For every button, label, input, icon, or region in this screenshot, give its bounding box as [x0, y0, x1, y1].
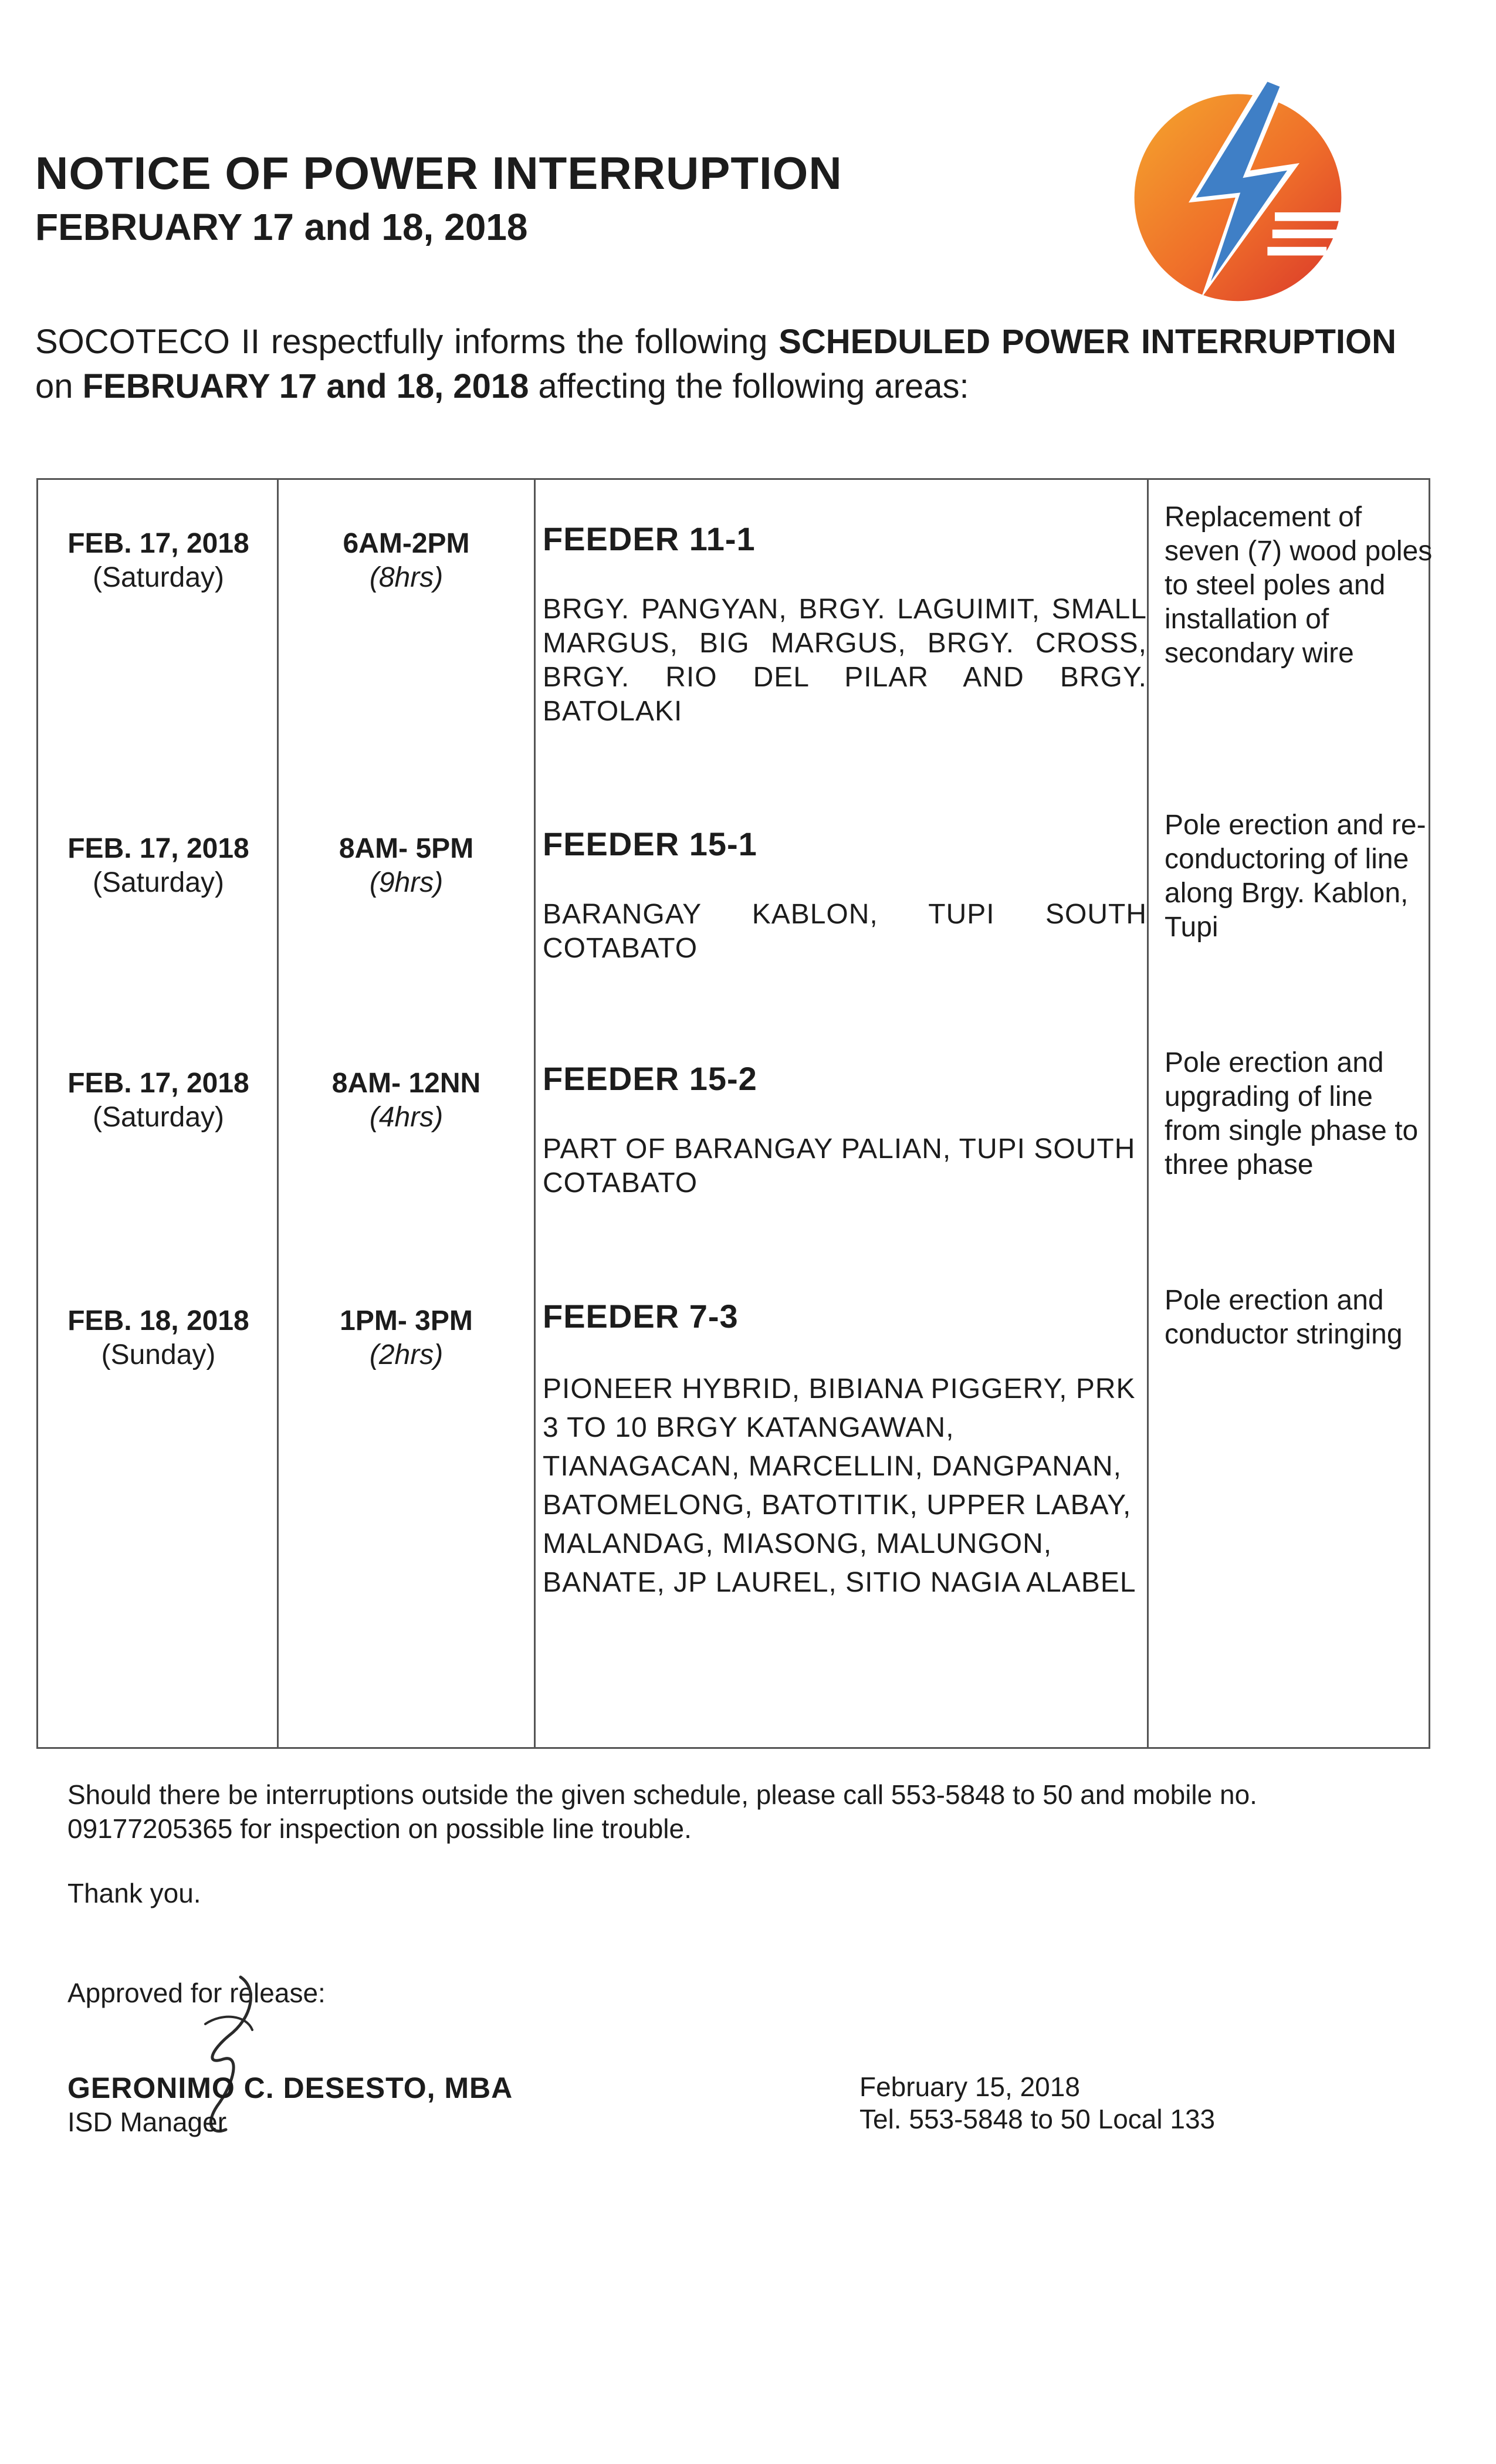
signer-name: GERONIMO C. DESESTO, MBA [67, 2072, 513, 2104]
signer-title: ISD Manager [67, 2107, 227, 2137]
affected-areas: PART OF BARANGAY PALIAN, TUPI SOUTH COTABATO [543, 1133, 1136, 1199]
thanks-text: Thank you. [67, 1878, 201, 1908]
feeder-cell [543, 1060, 1147, 1200]
weekday: (Saturday) [92, 867, 225, 898]
date-cell [38, 527, 279, 595]
time-cell [279, 832, 534, 900]
feeder-cell [543, 1297, 1147, 1602]
work-cell [1156, 500, 1434, 671]
time-range: 6AM-2PM [343, 528, 470, 559]
work-cell [1156, 1046, 1434, 1182]
feeder-name: FEEDER 7-3 [543, 1298, 739, 1335]
intro-text-1: SOCOTECO II respectfully informs the following [35, 323, 779, 361]
intro-bold-2: FEBRUARY 17 and 18, 2018 [82, 367, 529, 405]
date-cell [38, 832, 279, 900]
feeder-cell [543, 520, 1147, 729]
duration: (8hrs) [369, 562, 444, 593]
work-description: Pole erection and conductor stringing [1165, 1285, 1403, 1350]
date: FEB. 17, 2018 [67, 528, 249, 559]
weekday: (Saturday) [92, 1102, 225, 1133]
notice-subtitle: FEBRUARY 17 and 18, 2018 [35, 206, 528, 248]
weekday: (Sunday) [101, 1339, 216, 1370]
approval-label: Approved for release: [67, 1978, 326, 2008]
column-divider [1147, 480, 1149, 1747]
date: FEB. 17, 2018 [67, 833, 249, 864]
time-cell [279, 527, 534, 595]
release-date: February 15, 2018 [859, 2072, 1080, 2102]
time-range: 8AM- 12NN [331, 1068, 481, 1099]
time-range: 1PM- 3PM [340, 1305, 473, 1336]
date: FEB. 17, 2018 [67, 1068, 249, 1099]
date-cell [38, 1067, 279, 1135]
notice-title: NOTICE OF POWER INTERRUPTION [35, 147, 842, 199]
time-cell [279, 1304, 534, 1372]
time-cell [279, 1067, 534, 1135]
intro-text-2: on [35, 367, 83, 405]
time-range: 8AM- 5PM [339, 833, 474, 864]
duration: (9hrs) [369, 867, 444, 898]
work-description: Replacement of seven (7) wood poles to steel poles and installation of secondary wire [1165, 502, 1433, 669]
feeder-name: FEEDER 15-2 [543, 1060, 757, 1097]
feeder-name: FEEDER 15-1 [543, 825, 757, 862]
date-cell [38, 1304, 279, 1372]
work-cell [1156, 1284, 1434, 1352]
affected-areas: PIONEER HYBRID, BIBIANA PIGGERY, PRK 3 TO 10 BRGY KATANGAWAN, TIANAGACAN, MARCELLIN, DANGPANAN, BATOMELONG, BATOTITIK, UPPER LABAY, MALANDAG, MIASONG, MALUNGON, BANATE, JP LAUREL, SITIO NAGIA ALABEL [543, 1373, 1136, 1598]
duration: (4hrs) [369, 1102, 444, 1133]
intro-text-3: affecting the following areas: [529, 367, 969, 405]
affected-areas: BRGY. PANGYAN, BRGY. LAGUIMIT, SMALL MARGUS, BIG MARGUS, BRGY. CROSS, BRGY. RIO DEL PILAR AND BRGY. BATOLAKI [543, 594, 1147, 727]
feeder-cell [543, 825, 1147, 966]
weekday: (Saturday) [92, 562, 225, 593]
work-cell [1156, 808, 1434, 945]
work-description: Pole erection and re-conductoring of line along Brgy. Kablon, Tupi [1165, 810, 1426, 943]
contact-telephone: Tel. 553-5848 to 50 Local 133 [859, 2104, 1216, 2134]
feeder-name: FEEDER 11-1 [543, 520, 756, 557]
schedule-table [36, 478, 1433, 1749]
work-description: Pole erection and upgrading of line from single phase to three phase [1165, 1047, 1419, 1180]
footnote: Should there be interruptions outside the given schedule, please call 553-5848 to 50 and mobile no. 09177205365 for inspection on possible line trouble. [67, 1779, 1257, 1844]
duration: (2hrs) [369, 1339, 444, 1370]
affected-areas: BARANGAY KABLON, TUPI SOUTH COTABATO [543, 899, 1147, 964]
intro-bold-1: SCHEDULED POWER INTERRUPTION [779, 323, 1397, 361]
intro-paragraph [35, 320, 1396, 409]
lightning-bolt-logo-icon [1115, 65, 1361, 311]
date: FEB. 18, 2018 [67, 1305, 249, 1336]
column-divider [534, 480, 536, 1747]
